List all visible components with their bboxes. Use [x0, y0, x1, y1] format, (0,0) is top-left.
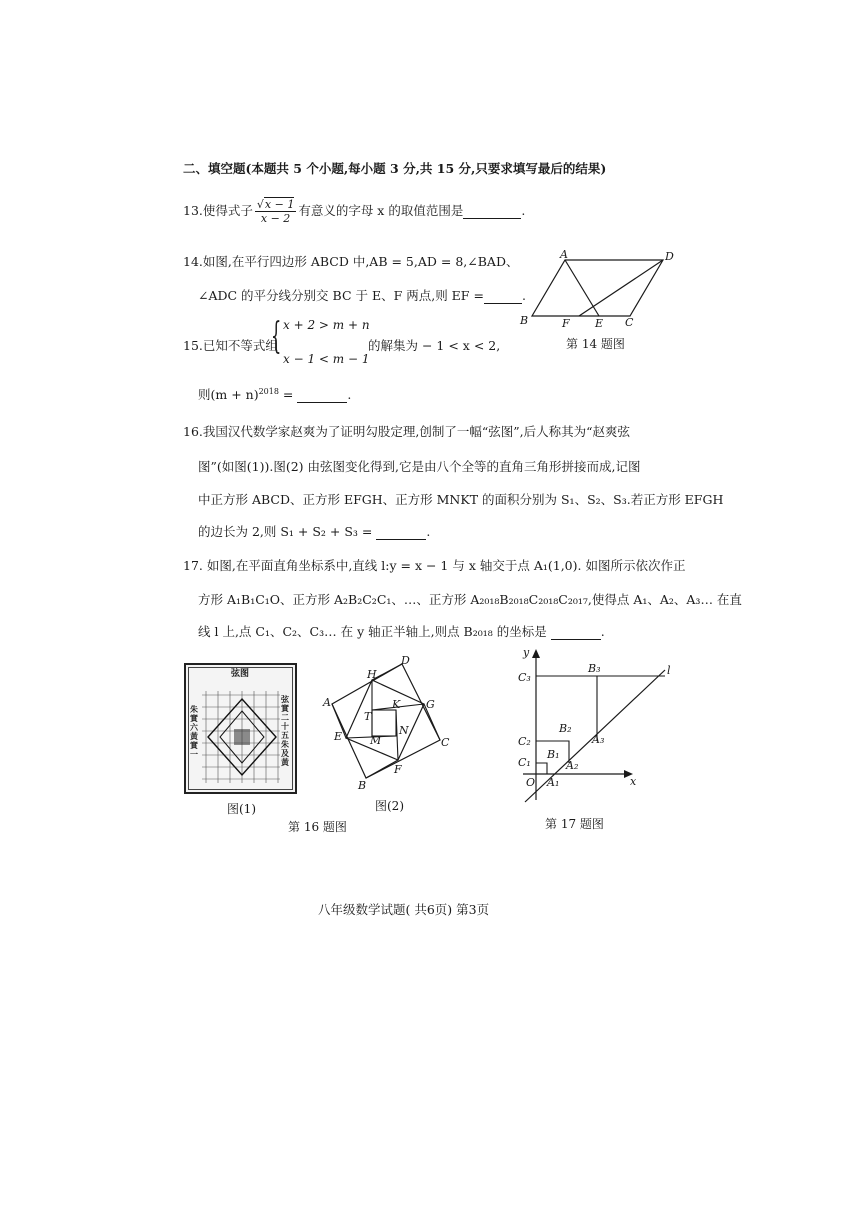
q14-label-b: B — [520, 314, 529, 327]
q13-suffix: 有意义的字母 x 的取值范围是 — [298, 203, 464, 218]
q16-line2: 图”(如图(1)).图(2) 由弦图变化得到,它是由八个全等的直角三角形拼接而成,记图 — [198, 459, 641, 474]
q15-prefix: 15.已知不等式组 — [183, 338, 278, 353]
q15-suffix: 的解集为 − 1 < x < 2, — [368, 338, 501, 353]
q14-label-d: D — [665, 250, 674, 263]
fig16-2-label-g: G — [426, 698, 435, 711]
fig17-label-a3: A₃ — [592, 733, 605, 746]
q14-end: . — [521, 288, 526, 303]
q16-line4: 的边长为 2,则 S₁ + S₂ + S₃ = — [198, 524, 373, 539]
q15-end: . — [347, 387, 352, 402]
zhao-shuang-xian-tu-image — [184, 663, 297, 794]
q13-end: . — [521, 203, 526, 218]
q17-end: . — [600, 624, 605, 639]
q17-answer-blank[interactable] — [551, 624, 601, 640]
fig17-label-a1: A₁ — [547, 776, 560, 789]
q14-label-f: F — [562, 317, 570, 328]
q14-line1: 14.如图,在平行四边形 ABCD 中,AB = 5,AD = 8,∠BAD、 — [183, 254, 519, 269]
q14-line2: ∠ADC 的平分线分别交 BC 于 E、F 两点,则 EF = — [198, 288, 484, 303]
q14-label-e: E — [595, 317, 604, 328]
fig16-2-caption: 图(2) — [375, 799, 404, 813]
fig17-label-x: x — [630, 775, 637, 788]
fig16-2-label-m: M — [370, 734, 382, 747]
q17-line1: 17. 如图,在平面直角坐标系中,直线 l:y = x − 1 与 x 轴交于点 A₁(1,0). 如图所示依次作正 — [183, 558, 686, 573]
fig16-2-label-n: N — [399, 724, 409, 737]
question-14-line2 — [198, 286, 526, 304]
section-title: 二、填空题(本题共 5 个小题,每小题 3 分,共 15 分,只要求填写最后的结果) — [183, 161, 607, 176]
q15-line2-end: = — [278, 387, 294, 402]
q15-inequality-1: x + 2 > m + n — [283, 318, 370, 332]
fig16-2-label-d: D — [401, 654, 410, 667]
q15-exponent: 2018 — [258, 386, 279, 396]
q13-fraction: $\frac{√x - 1}{x - 2}$ — [256, 198, 295, 225]
question-16-line4 — [198, 522, 430, 540]
q13-prefix: 13.使得式子 — [183, 203, 253, 218]
q14-label-c: C — [625, 316, 634, 328]
q16-line1: 16.我国汉代数学家赵爽为了证明勾股定理,创制了一幅“弦图”,后人称其为“赵爽弦 — [183, 424, 630, 439]
q16-end: . — [426, 524, 431, 539]
xian-tu-left-text: 朱實六黃實一 — [190, 704, 198, 759]
fig17-label-o: O — [526, 776, 536, 789]
question-13 — [183, 198, 525, 225]
fig17-label-l: l — [667, 664, 671, 677]
fig17-label-b3: B₃ — [588, 662, 601, 675]
fig17-label-c2: C₂ — [518, 735, 531, 748]
q15-brace: { — [271, 316, 282, 357]
fig16-2-label-a: A — [323, 696, 331, 709]
xian-tu-grid — [202, 691, 280, 783]
q13-answer-blank[interactable] — [463, 203, 521, 219]
q15-answer-blank[interactable] — [297, 387, 347, 403]
q15-line2: 则(m + n) — [198, 387, 259, 402]
fig16-1-caption: 图(1) — [227, 802, 256, 816]
fig17-label-a2: A₂ — [566, 759, 579, 772]
q14-label-a: A — [560, 248, 568, 261]
q17-line2: 方形 A₁B₁C₁O、正方形 A₂B₂C₂C₁、…、正方形 A₂₀₁₈B₂₀₁₈C₂₀₁₈C₂₀₁₇,使得点 A₁、A₂、A₃… 在直 — [198, 592, 742, 607]
xian-tu-right-text: 弦實二十五朱及黃 — [281, 694, 289, 767]
fig16-2-label-c: C — [441, 736, 450, 749]
fig16-2-label-f: F — [394, 763, 402, 776]
fig16-2-label-b: B — [358, 779, 367, 792]
q15-inequality-2: x − 1 < m − 1 — [283, 352, 370, 366]
q14-parallelogram-figure — [515, 246, 680, 328]
q16-answer-blank[interactable] — [376, 524, 426, 540]
question-17-line3 — [198, 622, 605, 640]
page-footer: 八年级数学试题( 共6页) 第3页 — [318, 902, 490, 917]
fig17-label-b1: B₁ — [547, 748, 560, 761]
fig17-coordinate-diagram — [505, 644, 685, 806]
q16-line3: 中正方形 ABCD、正方形 EFGH、正方形 MNKT 的面积分别为 S₁、S₂、S₃.若正方形 EFGH — [198, 492, 724, 507]
xian-tu-title: 弦图 — [230, 669, 249, 679]
fig17-label-b2: B₂ — [559, 722, 572, 735]
fig16-2-label-k: K — [392, 698, 401, 711]
fig17-label-c3: C₃ — [518, 671, 531, 684]
fig16-caption: 第 16 题图 — [288, 820, 347, 834]
fig16-2-label-e: E — [334, 730, 343, 743]
q13-denominator: x − 2 — [260, 212, 291, 225]
q13-numerator: x − 1 — [264, 198, 295, 211]
q17-line3: 线 l 上,点 C₁、C₂、C₃… 在 y 轴正半轴上,则点 B₂₀₁₈ 的坐标是 — [198, 624, 547, 639]
fig17-label-y: y — [523, 646, 530, 659]
question-15-line2 — [198, 385, 351, 403]
fig16-2-squares-diagram — [320, 652, 455, 794]
q14-figure-caption: 第 14 题图 — [566, 337, 625, 351]
fig16-2-label-t: T — [364, 710, 372, 723]
fig17-label-c1: C₁ — [518, 756, 531, 769]
fig17-caption: 第 17 题图 — [545, 817, 604, 831]
fig16-2-label-h: H — [367, 668, 377, 681]
